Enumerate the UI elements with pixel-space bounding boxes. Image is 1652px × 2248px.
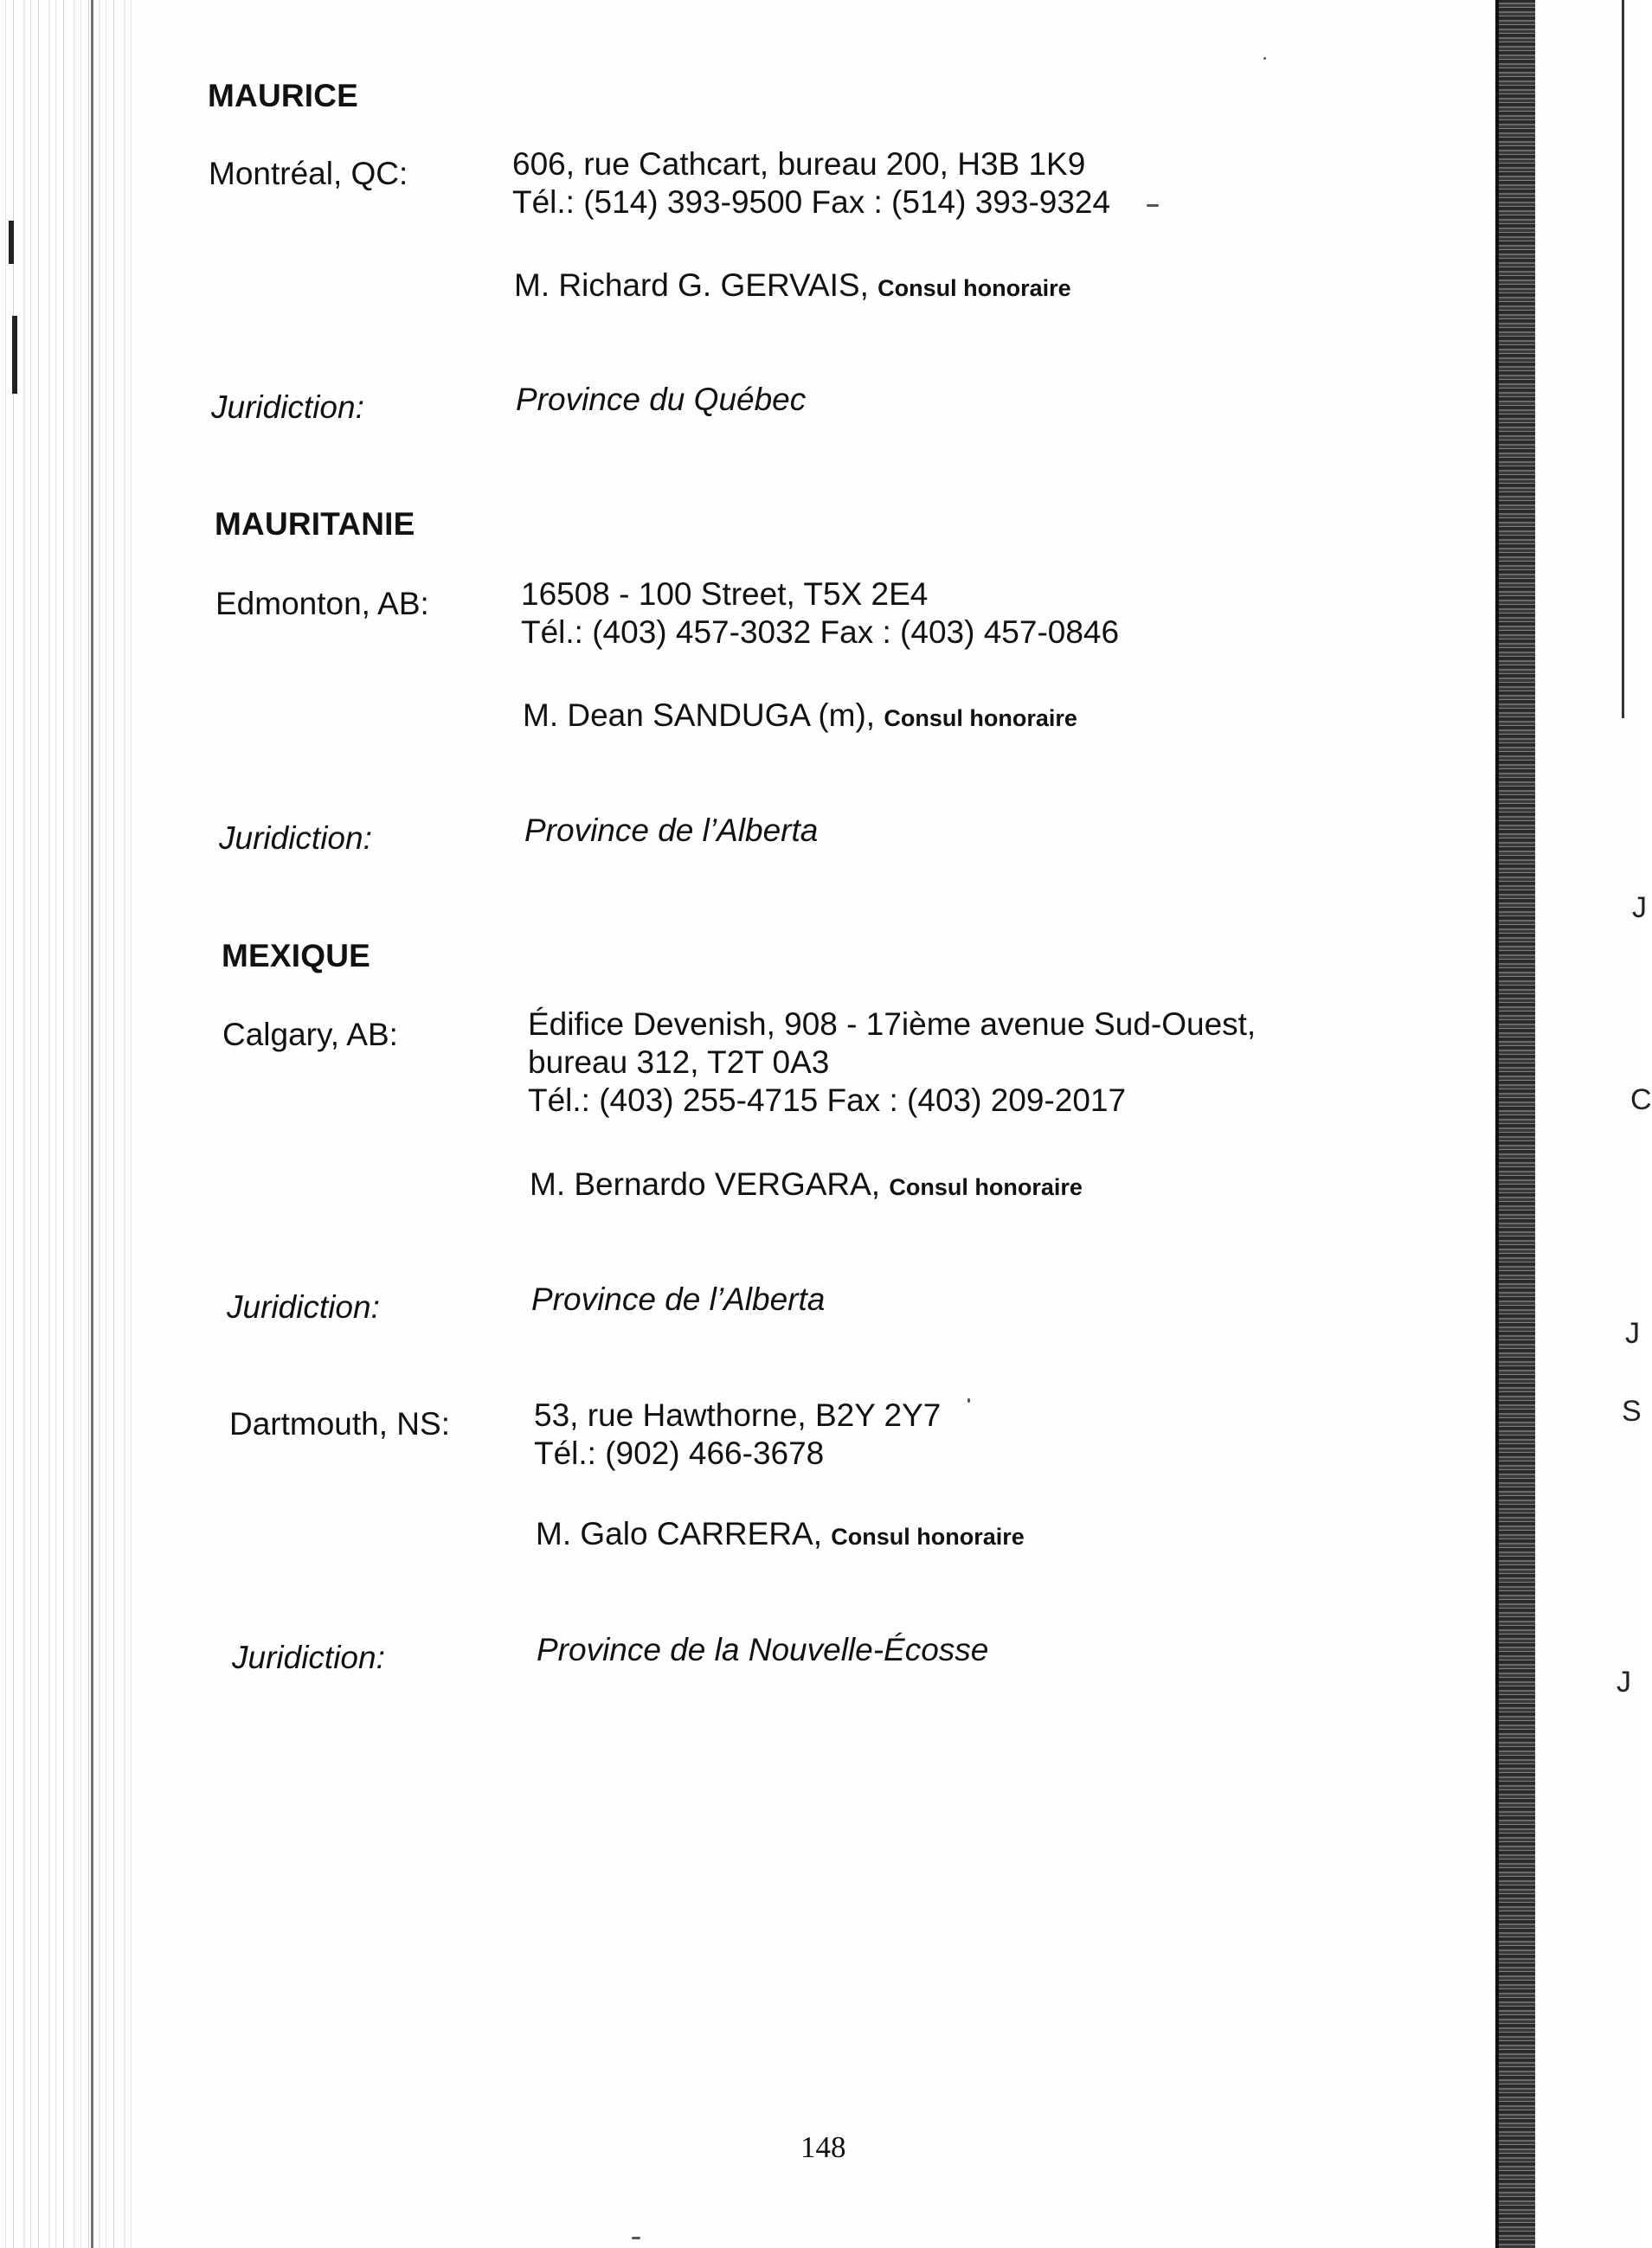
phone-line: Tél.: (514) 393-9500 Fax : (514) 393-9324 [512, 184, 1111, 220]
consul-contact [523, 697, 1077, 734]
jurisdiction-value: Province du Québec [516, 382, 807, 417]
consul-name: M. Dean SANDUGA (m), [523, 697, 876, 733]
binding-scan-edge [0, 0, 138, 2248]
neighbor-page [1535, 0, 1652, 2248]
address-block [534, 1397, 941, 1473]
scan-speck [967, 1398, 970, 1403]
scan-speck [632, 2237, 640, 2239]
page-number: 148 [800, 2130, 846, 2164]
consul-name: M. Galo CARRERA, [536, 1516, 823, 1551]
address-block [512, 145, 1110, 222]
address-line: bureau 312, T2T 0A3 [528, 1044, 830, 1080]
city-label: Calgary, AB: [222, 1017, 398, 1052]
neighbor-page-fragment: S [1622, 1395, 1642, 1428]
jurisdiction-value: Province de la Nouvelle-Écosse [537, 1632, 989, 1667]
consul-name: M. Bernardo VERGARA, [530, 1166, 881, 1202]
consul-role: Consul honoraire [831, 1524, 1025, 1550]
neighbor-page-fragment: C [1630, 1083, 1652, 1116]
phone-line: Tél.: (403) 457-3032 Fax : (403) 457-0846 [521, 614, 1120, 650]
jurisdiction-label: Juridiction: [227, 1289, 380, 1325]
address-block [521, 575, 1119, 652]
consul-contact [530, 1166, 1083, 1203]
neighbor-page-fragment: J [1617, 1666, 1631, 1699]
city-label: Montréal, QC: [209, 156, 408, 191]
jurisdiction-value: Province de l’Alberta [524, 812, 819, 848]
binding-mark [9, 221, 14, 264]
country-heading: MAURITANIE [215, 506, 415, 542]
scan-speck [1147, 204, 1159, 207]
city-label: Dartmouth, NS: [229, 1406, 450, 1442]
city-label: Edmonton, AB: [215, 586, 429, 621]
binding-mark [12, 316, 17, 394]
consul-contact [536, 1516, 1025, 1552]
neighbor-page-rule [1622, 0, 1624, 718]
address-line: 53, rue Hawthorne, B2Y 2Y7 [534, 1397, 942, 1433]
page-gutter [1499, 0, 1535, 2248]
address-block [528, 1005, 1256, 1120]
jurisdiction-label: Juridiction: [211, 389, 364, 425]
jurisdiction-label: Juridiction: [232, 1640, 385, 1675]
neighbor-page-fragment: J [1632, 891, 1647, 924]
binding-line [91, 0, 93, 2248]
consul-role: Consul honoraire [889, 1174, 1083, 1200]
country-heading: MEXIQUE [222, 938, 371, 973]
address-line: Édifice Devenish, 908 - 17ième avenue Sud-Ouest, [528, 1006, 1257, 1042]
consul-contact [514, 267, 1071, 304]
scan-speck [1263, 57, 1266, 60]
address-line: 606, rue Cathcart, bureau 200, H3B 1K9 [512, 146, 1086, 182]
country-heading: MAURICE [208, 78, 359, 113]
jurisdiction-label: Juridiction: [219, 820, 372, 856]
jurisdiction-value: Province de l’Alberta [531, 1281, 826, 1317]
phone-line: Tél.: (403) 255-4715 Fax : (403) 209-2017 [528, 1082, 1127, 1118]
consul-name: M. Richard G. GERVAIS, [514, 267, 869, 303]
address-line: 16508 - 100 Street, T5X 2E4 [521, 576, 929, 612]
consul-role: Consul honoraire [877, 275, 1071, 301]
consul-role: Consul honoraire [884, 705, 1077, 731]
neighbor-page-fragment: J [1625, 1317, 1640, 1350]
phone-line: Tél.: (902) 466-3678 [534, 1436, 825, 1471]
